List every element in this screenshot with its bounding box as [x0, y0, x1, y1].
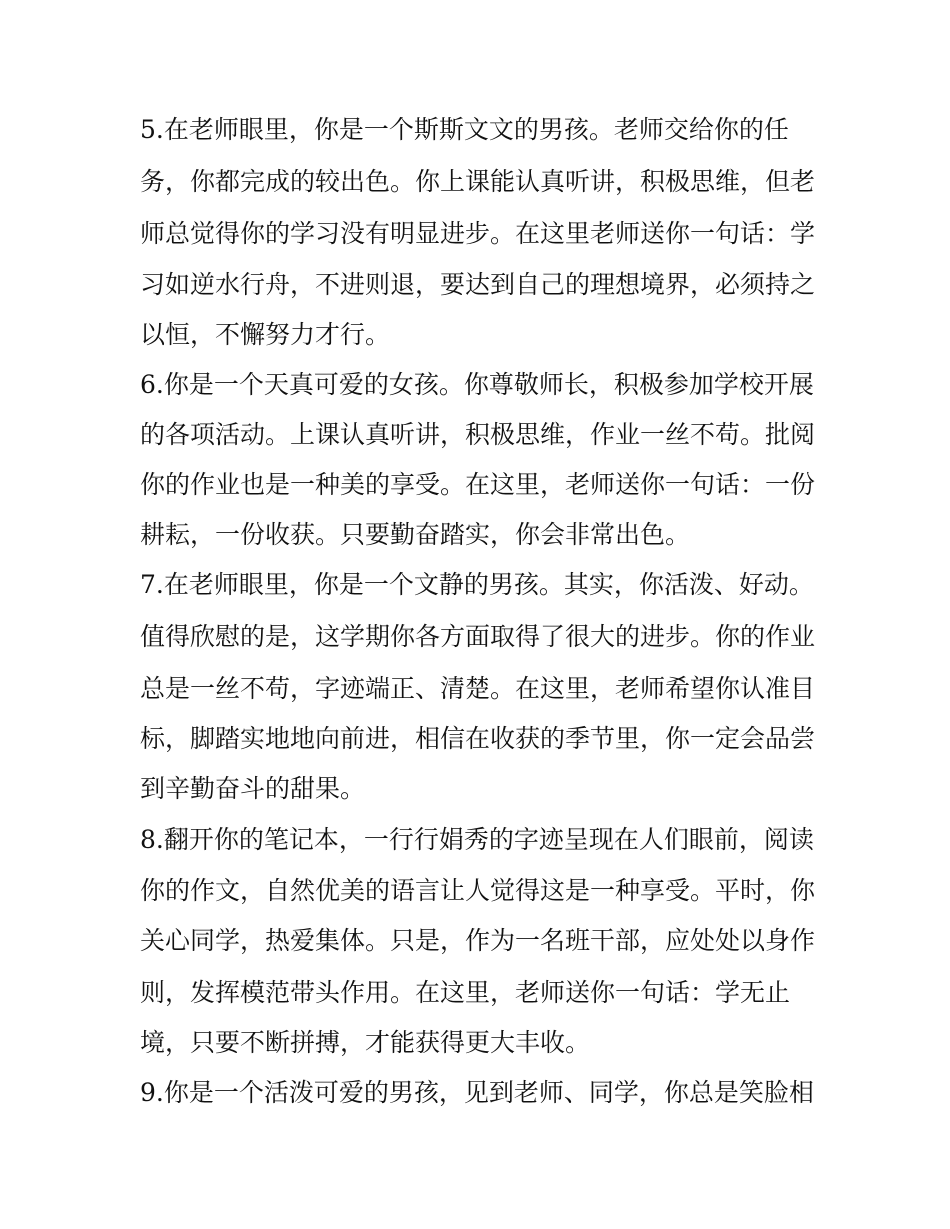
text-line: 则，发挥模范带头作用。在这里，老师送你一句话：学无止	[140, 978, 791, 1007]
text-line: 以恒，不懈努力才行。	[140, 320, 391, 349]
text-line: 你的作业也是一种美的享受。在这里，老师送你一句话：一份	[140, 470, 816, 499]
text-line: 境，只要不断拼搏，才能获得更大丰收。	[140, 1028, 591, 1057]
text-line: 耕耘，一份收获。只要勤奋踏实，你会非常出色。	[140, 520, 691, 549]
text-line: 的各项活动。上课认真听讲，积极思维，作业一丝不苟。批阅	[140, 420, 816, 449]
text-line: 务，你都完成的较出色。你上课能认真听讲，积极思维，但老	[140, 167, 816, 196]
text-line: 习如逆水行舟，不进则退，要达到自己的理想境界，必须持之	[140, 270, 816, 299]
text-line: 总是一丝不苟，字迹端正、清楚。在这里，老师希望你认准目	[140, 674, 816, 703]
text-line: 值得欣慰的是，这学期你各方面取得了很大的进步。你的作业	[140, 622, 816, 651]
text-line: 5.在老师眼里，你是一个斯斯文文的男孩。老师交给你的任	[140, 115, 789, 144]
text-line: 8.翻开你的笔记本，一行行娟秀的字迹呈现在人们眼前，阅读	[140, 825, 814, 854]
text-line: 师总觉得你的学习没有明显进步。在这里老师送你一句话：学	[140, 219, 816, 248]
text-line: 9.你是一个活泼可爱的男孩，见到老师、同学，你总是笑脸相	[140, 1078, 814, 1107]
text-line: 你的作文，自然优美的语言让人觉得这是一种享受。平时，你	[140, 876, 816, 905]
text-line: 到辛勤奋斗的甜果。	[140, 774, 366, 803]
text-line: 关心同学，热爱集体。只是，作为一名班干部，应处处以身作	[140, 926, 816, 955]
text-line: 7.在老师眼里，你是一个文静的男孩。其实，你活泼、好动。	[140, 570, 814, 599]
text-line: 6.你是一个天真可爱的女孩。你尊敬师长，积极参加学校开展	[140, 370, 814, 399]
text-line: 标，脚踏实地地向前进，相信在收获的季节里，你一定会品尝	[140, 724, 816, 753]
